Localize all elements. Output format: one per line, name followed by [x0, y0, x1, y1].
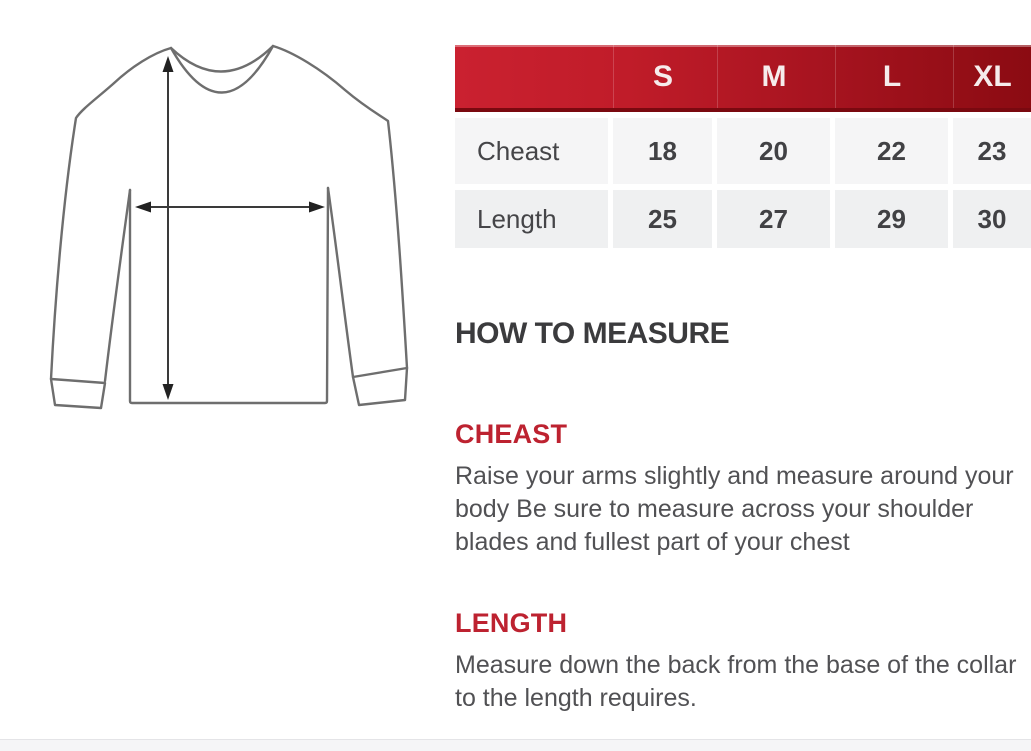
row-label-cheast: Cheast — [455, 118, 608, 184]
length-value-s: 25 — [613, 190, 712, 248]
size-chart-header-l: L — [835, 45, 948, 108]
size-chart-header-s: S — [613, 45, 712, 108]
length-arrow — [163, 56, 174, 400]
measure-section-cheast — [455, 418, 1031, 559]
shirt-body — [130, 188, 328, 403]
size-chart-header-empty — [455, 45, 608, 108]
length-value-m: 27 — [717, 190, 830, 248]
bottom-strip — [0, 739, 1031, 751]
chest-arrow — [135, 202, 325, 213]
cheast-heading: CHEAST — [455, 419, 568, 449]
shirt-right-cuff — [353, 368, 407, 405]
row-label-length: Length — [455, 190, 608, 248]
how-to-measure-title: HOW TO MEASURE — [455, 317, 730, 350]
cheast-value-s: 18 — [613, 118, 712, 184]
shirt-right-inner-sleeve — [328, 188, 353, 377]
size-chart-table — [455, 45, 1031, 248]
cheast-instructions: Raise your arms slightly and measure around your body Be sure to measure across your shoulder blades and fullest part of your chest — [455, 462, 1014, 556]
long-sleeve-shirt-icon — [25, 8, 445, 433]
size-chart-header-row — [455, 45, 1031, 112]
size-chart-header-m: M — [717, 45, 830, 108]
table-row-cheast — [455, 118, 1031, 184]
cheast-value-l: 22 — [835, 118, 948, 184]
length-value-xl: 30 — [953, 190, 1031, 248]
size-guide-content — [455, 45, 1031, 715]
shirt-measurement-diagram — [25, 8, 445, 433]
length-instructions: Measure down the back from the base of the collar to the length requires. — [455, 651, 1017, 712]
shirt-left-cuff — [51, 379, 105, 408]
length-heading: LENGTH — [455, 608, 568, 638]
length-value-l: 29 — [835, 190, 948, 248]
shirt-collar-outer-arc — [171, 46, 273, 93]
size-chart-header-xl: XL — [953, 45, 1031, 108]
shirt-left-inner-sleeve — [105, 190, 130, 381]
cheast-value-xl: 23 — [953, 118, 1031, 184]
measure-section-length — [455, 607, 1031, 715]
table-row-length — [455, 190, 1031, 248]
cheast-value-m: 20 — [717, 118, 830, 184]
